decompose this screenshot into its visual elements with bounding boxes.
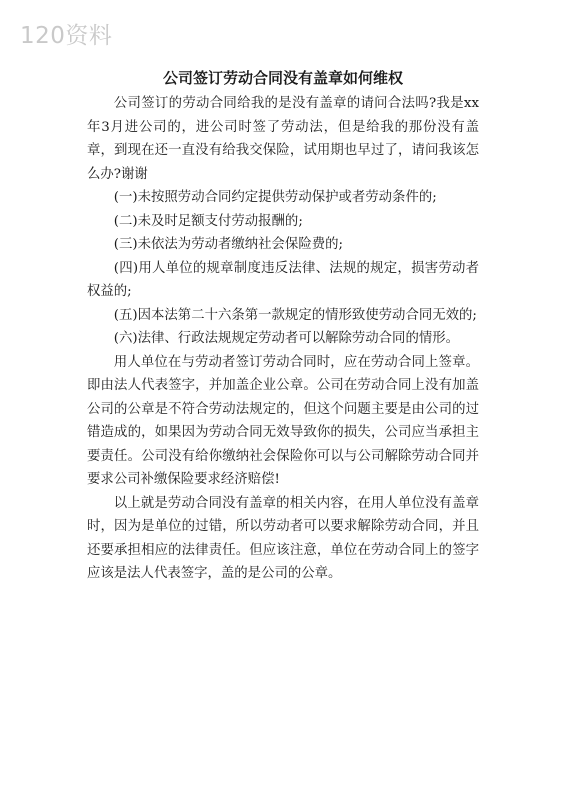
list-item: (三)未依法为劳动者缴纳社会保险费的; (113, 237, 344, 252)
document-page (87, 66, 479, 586)
body-paragraph: 用人单位在与劳动者签订劳动合同时，应在劳动合同上签章。即由法人代表签字，并加盖企业公章。公司在劳动合同上没有加盖公司的公章是不符合劳动法规定的，但这个问题主要是由公司的过错造成的，如果因为劳动合同无效导致你的损失，公司应当承担主要责任。公司没有给你缴纳社会保险你可以与公司解除劳动合同并要求公司补缴保险要求经济赔偿! (87, 354, 479, 487)
list-item: (一)未按照劳动合同约定提供劳动保护或者劳动条件的; (113, 190, 437, 205)
document-title: 公司签订劳动合同没有盖章如何维权 (162, 69, 403, 87)
intro-paragraph: 公司签订的劳动合同给我的是没有盖章的请问合法吗?我是xx年3月进公司的，进公司时签了劳动法，但是给我的那份没有盖章，到现在还一直没有给我交保险，试用期也早过了，请问我该怎么办?谢谢 (87, 96, 479, 182)
list-item: (二)未及时足额支付劳动报酬的; (113, 213, 303, 229)
list-item: (六)法律、行政法规规定劳动者可以解除劳动合同的情形。 (113, 331, 460, 346)
list-item: (五)因本法第二十六条第一款规定的情形致使劳动合同无效的; (113, 307, 477, 323)
watermark: 120资料 (20, 23, 113, 49)
list-item: (四)用人单位的规章制度违反法律、法规的规定，损害劳动者权益的; (87, 260, 479, 299)
conclusion-paragraph: 以上就是劳动合同没有盖章的相关内容，在用人单位没有盖章时，因为是单位的过错，所以劳动者可以要求解除劳动合同，并且还要承担相应的法律责任。但应该注意，单位在劳动合同上的签字应该是法人代表签字，盖的是公司的公章。 (87, 495, 479, 581)
termination-conditions-list (87, 186, 479, 351)
